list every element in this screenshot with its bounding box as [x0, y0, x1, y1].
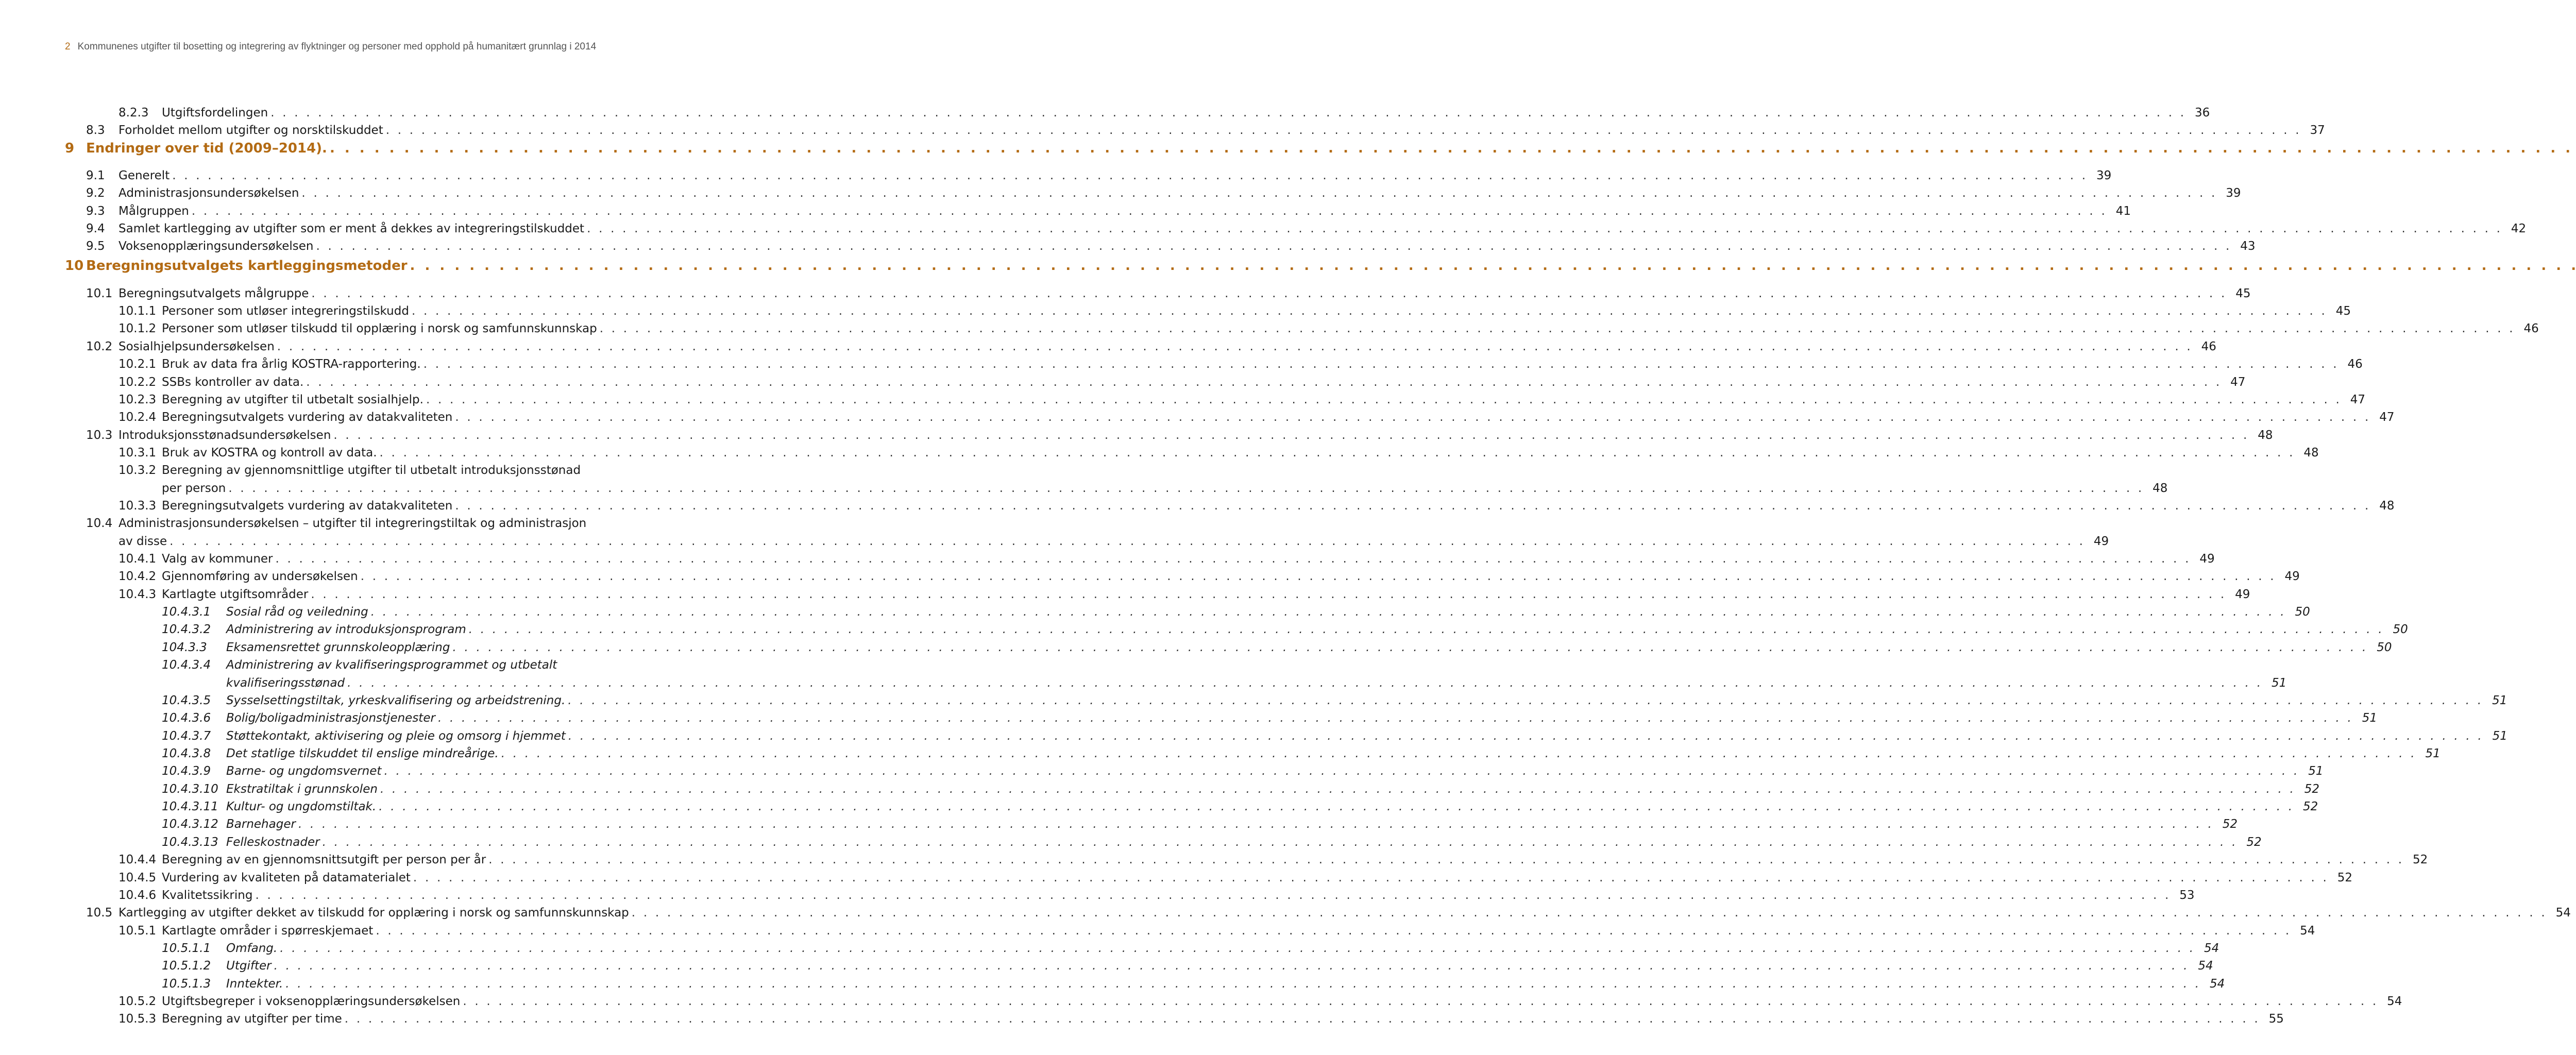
toc-entry-number: 10.5.1.3: [162, 977, 211, 991]
toc-entry-title: Kultur- og ungdomstiltak.: [226, 800, 377, 813]
toc-entry[interactable]: [226, 763, 2324, 779]
toc-entry-title-continued: av disse: [118, 535, 167, 548]
dot-leader: [409, 303, 2327, 319]
toc-entry-page: 41: [2115, 205, 2131, 218]
dot-leader: [435, 710, 2353, 726]
toc-entry-title-continued: kvalifiseringsstønad: [226, 676, 345, 690]
toc-entry-page: 47: [2350, 393, 2366, 406]
toc-entry[interactable]: [162, 105, 2210, 121]
dot-leader: [345, 675, 2263, 691]
toc-entry[interactable]: [162, 1011, 2284, 1027]
dot-leader: [460, 994, 2378, 1009]
toc-entry-title: Kartlagte utgiftsområder: [162, 588, 309, 601]
toc-entry[interactable]: [226, 835, 2262, 850]
dot-leader: [299, 185, 2217, 201]
toc-entry[interactable]: [226, 604, 2310, 620]
toc-entry-title: Kvalitetssikring: [162, 889, 253, 902]
toc-entry-number: 10.5.3: [118, 1012, 157, 1026]
toc-entry-title: Bruk av KOSTRA og kontroll av data.: [162, 446, 377, 460]
toc-entry-title: Valg av kommuner: [162, 552, 273, 566]
toc-entry-number: 10.4.3.8: [162, 747, 211, 760]
toc-entry-number: 10.4.2: [118, 570, 157, 583]
toc-entry[interactable]: [86, 141, 647, 156]
toc-entry-number: 10.4.3.9: [162, 764, 211, 778]
toc-entry-title-continued: per person: [162, 482, 226, 495]
toc-entry-title: Personer som utløser tilskudd til opplæring i norsk og samfunnskunnskap: [162, 322, 597, 335]
toc-entry-number: 104.3.3: [162, 641, 207, 654]
toc-entry-continuation[interactable]: [118, 534, 2109, 549]
toc-entry-number: 10.5.1.1: [162, 942, 211, 955]
toc-entry-page: 42: [2511, 222, 2527, 235]
toc-entry-title: Samlet kartlegging av utgifter som er ment å dekkes av integreringstilskuddet: [118, 222, 585, 235]
dot-leader: [499, 746, 2417, 761]
toc-entry[interactable]: [226, 622, 2408, 637]
toc-entry[interactable]: [162, 445, 2319, 461]
dot-leader: [421, 356, 2339, 372]
toc-entry-number: 10.4.5: [118, 871, 157, 884]
toc-entry-number: 10.4.3: [118, 588, 157, 601]
toc-entry-number: 9.2: [86, 186, 105, 200]
dot-leader: [273, 551, 2191, 567]
toc-entry-page: 49: [2284, 570, 2300, 583]
dot-leader: [411, 870, 2329, 886]
toc-entry-title: Kartlagte områder i spørreskjemaet: [162, 924, 374, 938]
toc-entry-title: Inntekter.: [226, 977, 283, 991]
toc-entry-page: 50: [2393, 623, 2408, 636]
toc-entry-number: 10.4.3.1: [162, 605, 211, 619]
toc-entry[interactable]: [118, 203, 2131, 219]
toc-entry-page: 48: [2379, 499, 2395, 513]
toc-entry-number: 10.5: [86, 906, 113, 920]
dot-leader: [308, 587, 2226, 602]
toc-entry-page: 52: [2413, 853, 2428, 866]
toc-entry-page: 54: [2210, 977, 2225, 991]
dot-leader: [450, 640, 2368, 655]
toc-entry-number: 10.1.1: [118, 304, 157, 318]
toc-entry-page: 54: [2198, 959, 2213, 973]
toc-entry-number: 9.1: [86, 169, 105, 182]
dot-leader: [452, 498, 2370, 514]
toc-entry-number: 10.2.3: [118, 393, 157, 406]
toc-entry-page: 51: [2308, 764, 2324, 778]
toc-entry-page: 52: [2337, 871, 2352, 884]
toc-entry-number: 10.4.3.11: [162, 800, 218, 813]
dot-leader: [377, 445, 2295, 461]
toc-entry[interactable]: [226, 976, 2225, 992]
toc-entry-title: Beregning av utgifter til utbetalt sosialhjelp.: [162, 393, 423, 406]
toc-entry-page: 54: [2204, 942, 2219, 955]
toc-entry-page: 47: [2379, 411, 2395, 424]
toc-entry-page: 54: [2555, 906, 2571, 920]
toc-entry-title: Bruk av data fra årlig KOSTRA-rapportering.: [162, 358, 421, 371]
toc-entry-number: 10.4.4: [118, 853, 157, 866]
toc-entry-title: Beregning av utgifter per time: [162, 1012, 342, 1026]
toc-entry[interactable]: [118, 123, 2325, 138]
toc-entry[interactable]: [162, 375, 2246, 390]
toc-entry-number: 10.3: [86, 429, 113, 442]
toc-entry-number: 10.4.3.7: [162, 729, 211, 743]
toc-entry-title: Administrering av introduksjonsprogram: [226, 623, 466, 636]
toc-entry[interactable]: [226, 816, 2238, 832]
toc-entry-page: 55: [2268, 1012, 2284, 1026]
toc-entry-title: Det statlige tilskuddet til enslige mindreårige.: [226, 747, 499, 760]
toc-entry-title: Ekstratiltak i grunnskolen: [226, 782, 378, 796]
dot-leader: [309, 286, 2227, 301]
dot-leader: [566, 728, 2484, 744]
toc-entry-number: 10.4: [86, 517, 113, 530]
toc-entry-number: 10.4.3.2: [162, 623, 211, 636]
toc-entry-page: 47: [2230, 376, 2246, 389]
toc-entry-title: Målgruppen: [118, 205, 189, 218]
dot-leader: [252, 888, 2171, 903]
toc-entry-title: Beregningsutvalgets målgruppe: [118, 287, 309, 300]
toc-entry[interactable]: [226, 710, 2378, 726]
toc-entry[interactable]: [162, 569, 2300, 584]
dot-leader: [275, 339, 2193, 354]
toc-entry[interactable]: [118, 185, 2241, 201]
dot-leader: [452, 410, 2370, 425]
toc-entry[interactable]: [118, 239, 2256, 254]
toc-entry[interactable]: [162, 321, 2539, 336]
toc-entry[interactable]: [226, 746, 2441, 761]
dot-leader: [170, 168, 2088, 183]
toc-entry-title: Endringer over tid (2009–2014).: [86, 141, 327, 156]
toc-entry-title: Felleskostnader: [226, 836, 320, 849]
toc-entry-title: Bolig/boligadministrasjonstjenester: [226, 711, 435, 725]
dot-leader: [584, 221, 2502, 236]
toc-entry-page: 48: [2303, 446, 2319, 460]
toc-entry-page: 54: [2387, 995, 2402, 1008]
toc-entry-title: Beregning av en gjennomsnittsutgift per person per år: [162, 853, 486, 866]
toc-entry-title: SSBs kontroller av data.: [162, 376, 304, 389]
dot-leader: [272, 958, 2190, 974]
toc-entry-title: Utgiftsbegreper i voksenopplæringsundersøkelsen: [162, 995, 461, 1008]
toc-entry-page: 39: [2226, 186, 2241, 200]
toc-entry-title: Beregningsutvalgets vurdering av datakvaliteten: [162, 499, 453, 513]
toc-entry-page: 52: [2304, 782, 2320, 796]
dot-leader: [373, 923, 2291, 939]
toc-entry-number: 10.2.4: [118, 411, 157, 424]
toc-entry-page: 49: [2199, 552, 2215, 566]
toc-entry-continuation[interactable]: [162, 481, 2168, 496]
toc-entry-title: Forholdet mellom utgifter og norsktilskuddet: [118, 124, 383, 137]
toc-entry-number: 10.2.2: [118, 376, 157, 389]
toc-entry-number: 10.3.1: [118, 446, 157, 460]
toc-entry-number: 9: [65, 141, 75, 156]
dot-leader: [408, 258, 2576, 274]
toc-entry-title: Omfang.: [226, 942, 278, 955]
dot-leader: [378, 781, 2296, 797]
toc-entry-continuation[interactable]: [226, 675, 2287, 691]
toc-entry-number: 8.2.3: [118, 106, 149, 120]
toc-entry-page: 51: [2425, 747, 2441, 760]
toc-entry-title: Administrasjonsundersøkelsen: [118, 186, 299, 200]
toc-entry-page: 39: [2096, 169, 2112, 182]
toc-entry-page: 49: [2235, 588, 2250, 601]
toc-entry[interactable]: [118, 905, 2571, 921]
toc-entry-page: 52: [2246, 836, 2262, 849]
dot-leader: [313, 239, 2231, 254]
toc-entry-title: Personer som utløser integreringstilskudd: [162, 304, 409, 318]
toc-entry[interactable]: [162, 463, 647, 478]
toc-entry-number: 10.1.2: [118, 322, 157, 335]
toc-entry-page: 51: [2362, 711, 2378, 725]
toc-entry-page: 48: [2258, 429, 2273, 442]
toc-entry-title: Administrasjonsundersøkelsen – utgifter til integreringstiltak og administrasjon: [118, 517, 587, 530]
toc-entry[interactable]: [162, 852, 2428, 867]
toc-entry-page: 37: [2310, 124, 2325, 137]
toc-entry-title: Vurdering av kvaliteten på datamaterialet: [162, 871, 411, 884]
toc-entry-title: Sosial råd og veiledning: [226, 605, 368, 619]
dot-leader: [296, 816, 2214, 832]
toc-entry-number: 10.3.2: [118, 464, 157, 477]
toc-entry[interactable]: [162, 392, 2366, 407]
toc-entry-number: 9.3: [86, 205, 105, 218]
dot-leader: [358, 569, 2276, 584]
dot-leader: [466, 622, 2384, 637]
toc-entry-title: Sysselsettingstiltak, yrkeskvalifisering og arbeidstrening.: [226, 694, 566, 707]
toc-entry-page: 43: [2240, 240, 2256, 253]
dot-leader: [565, 693, 2483, 708]
toc-entry-title: Beregningsutvalgets kartleggingsmetoder: [86, 258, 408, 274]
dot-leader: [268, 105, 2186, 121]
toc-entry-page: 46: [2201, 340, 2216, 353]
toc-entry[interactable]: [226, 799, 2318, 814]
toc-entry-number: 10.1: [86, 287, 113, 300]
toc-entry-title: Utgifter: [226, 959, 272, 973]
toc-entry[interactable]: [226, 958, 2213, 974]
toc-entry-page: 50: [2377, 641, 2392, 654]
toc-entry-page: 52: [2222, 818, 2238, 831]
toc-entry-page: 36: [2195, 106, 2210, 120]
toc-entry[interactable]: [162, 498, 2395, 514]
toc-entry-number: 10.3.3: [118, 499, 157, 513]
dot-leader: [331, 428, 2249, 443]
toc-entry-title: Eksamensrettet grunnskoleopplæring: [226, 641, 450, 654]
toc-entry-page: 49: [2093, 535, 2109, 548]
toc-entry-number: 9.5: [86, 240, 105, 253]
page-number: 2: [65, 41, 71, 52]
toc-entry-number: 10.2: [86, 340, 113, 353]
toc-entry[interactable]: [118, 516, 647, 531]
dot-leader: [327, 141, 2576, 156]
toc-entry[interactable]: [226, 640, 2392, 655]
toc-entry-number: 10.5.2: [118, 995, 157, 1008]
toc-entry-page: 51: [2271, 676, 2287, 690]
toc-entry-number: 10.4.3.5: [162, 694, 211, 707]
toc-entry-number: 10.5.1: [118, 924, 157, 938]
toc-entry[interactable]: [118, 221, 2527, 236]
dot-leader: [189, 203, 2107, 219]
toc-entry-title: Kartlegging av utgifter dekket av tilskudd for opplæring i norsk og samfunnskunnskap: [118, 906, 629, 920]
toc-entry[interactable]: [226, 693, 2507, 708]
toc-entry-page: 46: [2347, 358, 2363, 371]
toc-entry-title: Beregning av gjennomsnittlige utgifter til utbetalt introduksjonsstønad: [162, 464, 581, 477]
toc-entry[interactable]: [226, 941, 2219, 956]
toc-entry[interactable]: [118, 428, 2273, 443]
dot-leader: [226, 481, 2144, 496]
toc-entry[interactable]: [162, 551, 2215, 567]
dot-leader: [486, 852, 2404, 867]
toc-entry-title: Introduksjonsstønadsundersøkelsen: [118, 429, 331, 442]
toc-entry-number: 10: [65, 258, 84, 274]
dot-leader: [342, 1011, 2260, 1027]
dot-leader: [303, 375, 2222, 390]
toc-entry-page: 52: [2302, 800, 2318, 813]
toc-entry[interactable]: [162, 410, 2395, 425]
dot-leader: [597, 321, 2515, 336]
toc-entry-title: Barne- og ungdomsvernet: [226, 764, 382, 778]
toc-entry[interactable]: [162, 356, 2363, 372]
toc-entry-number: 10.2.1: [118, 358, 157, 371]
dot-leader: [320, 835, 2238, 850]
toc-entry-page: 54: [2300, 924, 2315, 938]
dot-leader: [277, 941, 2195, 956]
dot-leader: [629, 905, 2547, 921]
toc-entry-page: 50: [2295, 605, 2310, 619]
toc-entry-number: 10.4.1: [118, 552, 157, 566]
toc-entry[interactable]: [162, 303, 2351, 319]
toc-entry-number: 10.4.3.12: [162, 818, 218, 831]
toc-entry[interactable]: [162, 888, 2195, 903]
toc-entry-number: 9.4: [86, 222, 105, 235]
toc-entry[interactable]: [162, 994, 2402, 1009]
dot-leader: [381, 763, 2299, 779]
toc-entry[interactable]: [162, 870, 2352, 886]
dot-leader: [167, 534, 2085, 549]
toc-entry[interactable]: [226, 657, 647, 673]
toc-entry[interactable]: [118, 286, 2251, 301]
dot-leader: [376, 799, 2294, 814]
toc-entry-page: 45: [2335, 304, 2351, 318]
dot-leader: [283, 976, 2201, 992]
toc-entry-title: Administrering av kvalifiseringsprogrammet og utbetalt: [226, 658, 557, 672]
toc-entry-page: 46: [2523, 322, 2539, 335]
toc-entry-title: Barnehager: [226, 818, 296, 831]
document-title: Kommunenes utgifter til bosetting og integrering av flyktninger og personer med opphold på humanitært grunnlag i 2014: [77, 41, 597, 52]
dot-leader: [423, 392, 2342, 407]
toc-entry[interactable]: [162, 587, 2250, 602]
toc-entry-title: Beregningsutvalgets vurdering av datakvaliteten: [162, 411, 453, 424]
toc-entry-number: 10.4.3.13: [162, 836, 218, 849]
toc-entry-title: Støttekontakt, aktivisering og pleie og omsorg i hjemmet: [226, 729, 566, 743]
toc-entry-number: 10.5.1.2: [162, 959, 211, 973]
toc-entry[interactable]: [86, 258, 647, 274]
toc-entry-number: 10.4.3.4: [162, 658, 211, 672]
toc-entry-page: 48: [2153, 482, 2168, 495]
toc-entry[interactable]: [226, 781, 2320, 797]
toc-entry-title: Sosialhjelpsundersøkelsen: [118, 340, 275, 353]
toc-entry-number: 10.4.3.10: [162, 782, 218, 796]
toc-entry-title: Gjennomføring av undersøkelsen: [162, 570, 358, 583]
toc-entry-title: Generelt: [118, 169, 170, 182]
toc-entry-title: Utgiftsfordelingen: [162, 106, 268, 120]
toc-entry-page: 53: [2179, 889, 2195, 902]
toc-entry[interactable]: [162, 923, 2315, 939]
toc-entry-number: 10.4.6: [118, 889, 157, 902]
toc-entry-page: 51: [2492, 729, 2507, 743]
toc-entry-number: 10.4.3.6: [162, 711, 211, 725]
toc-entry-title: Voksenopplæringsundersøkelsen: [118, 240, 314, 253]
toc-entry[interactable]: [118, 168, 2112, 183]
dot-leader: [368, 604, 2286, 620]
toc-entry[interactable]: [226, 728, 2507, 744]
dot-leader: [383, 123, 2301, 138]
toc-entry-number: 8.3: [86, 124, 105, 137]
toc-entry-page: 45: [2235, 287, 2251, 300]
toc-entry-page: 51: [2492, 694, 2507, 707]
toc-entry[interactable]: [118, 339, 2216, 354]
